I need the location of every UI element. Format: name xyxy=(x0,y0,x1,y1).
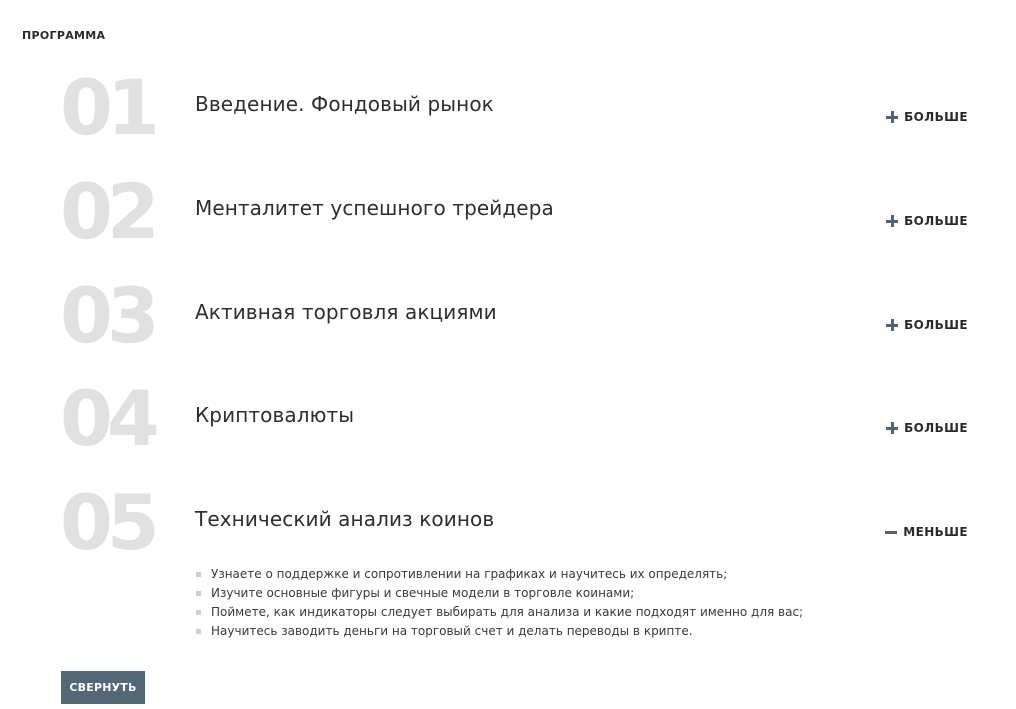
toggle-label: БОЛЬШЕ xyxy=(904,318,968,332)
program-item-05 xyxy=(0,478,1016,643)
less-toggle[interactable] xyxy=(884,525,968,539)
plus-icon xyxy=(885,214,899,228)
section-label: ПРОГРАММА xyxy=(22,29,106,42)
more-toggle[interactable] xyxy=(885,318,968,332)
more-toggle[interactable] xyxy=(885,421,968,435)
item-title: Введение. Фондовый рынок xyxy=(195,92,494,116)
item-title: Менталитет успешного трейдера xyxy=(195,196,554,220)
list-item: Изучите основные фигуры и свечные модели в торговле коинами; xyxy=(196,584,803,603)
item-details-list xyxy=(196,565,803,641)
item-title: Технический анализ коинов xyxy=(195,507,495,531)
collapse-button[interactable]: СВЕРНУТЬ xyxy=(61,671,145,704)
more-toggle[interactable] xyxy=(885,110,968,124)
item-title: Криптовалюты xyxy=(195,403,355,427)
plus-icon xyxy=(885,421,899,435)
item-title: Активная торговля акциями xyxy=(195,300,497,324)
list-item: Поймете, как индикаторы следует выбирать для анализа и какие подходят именно для вас; xyxy=(196,603,803,622)
more-toggle[interactable] xyxy=(885,214,968,228)
toggle-label: БОЛЬШЕ xyxy=(904,110,968,124)
toggle-label: МЕНЬШЕ xyxy=(903,525,968,539)
item-number: 03 xyxy=(60,271,154,360)
plus-icon xyxy=(885,110,899,124)
plus-icon xyxy=(885,318,899,332)
item-number: 04 xyxy=(60,374,154,463)
item-number: 01 xyxy=(60,63,154,152)
item-number: 02 xyxy=(60,167,154,256)
list-item: Научитесь заводить деньги на торговый счет и делать переводы в крипте. xyxy=(196,622,803,641)
toggle-label: БОЛЬШЕ xyxy=(904,421,968,435)
item-number: 05 xyxy=(60,478,154,567)
toggle-label: БОЛЬШЕ xyxy=(904,214,968,228)
list-item: Узнаете о поддержке и сопротивлении на графиках и научитесь их определять; xyxy=(196,565,803,584)
minus-icon xyxy=(884,525,898,539)
